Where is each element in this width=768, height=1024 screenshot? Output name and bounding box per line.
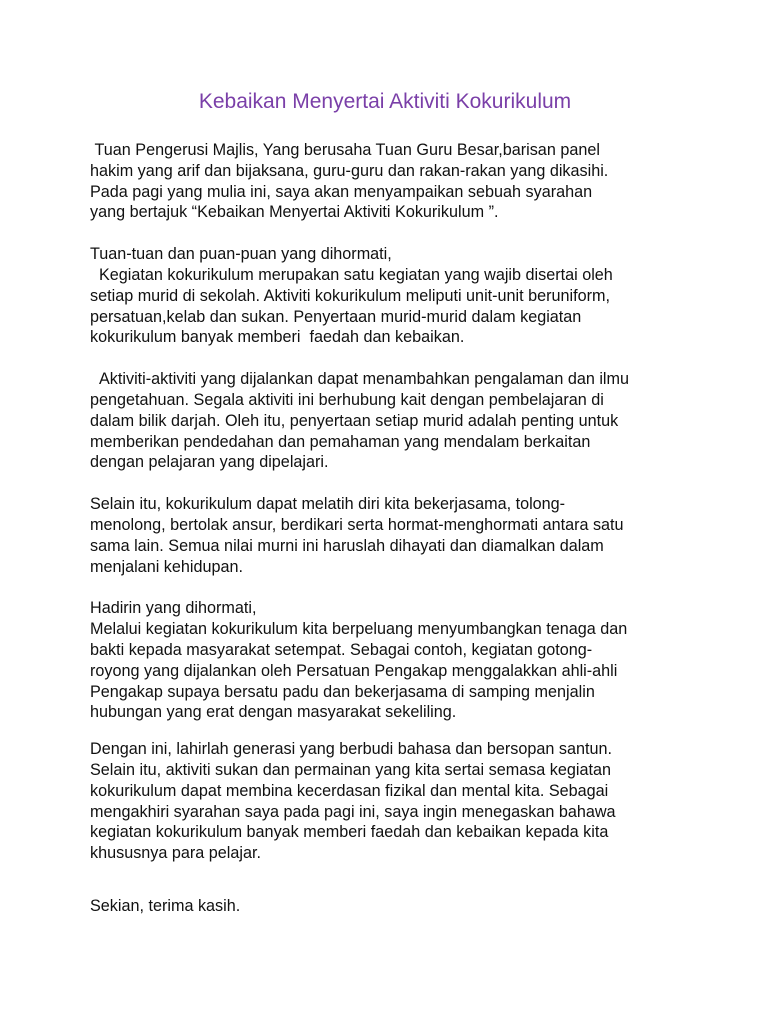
paragraph-gap bbox=[90, 223, 728, 244]
paragraph-gap bbox=[90, 577, 728, 598]
paragraph-opening: Tuan Pengerusi Majlis, Yang berusaha Tuan Guru Besar,barisan panel hakim yang arif dan bijaksana, guru-guru dan rakan-rakan yang dikasihi. Pada pagi yang mulia ini, saya akan menyampaikan sebuah syarahan yang bertajuk “Kebaikan Menyertai Aktiviti Kokurikulum ”. bbox=[90, 141, 609, 222]
document-title: Kebaikan Menyertai Aktiviti Kokurikulum bbox=[198, 90, 572, 113]
paragraph-experience: Aktiviti-aktiviti yang dijalankan dapat menambahkan pengalaman dan ilmu pengetahuan. Segala aktiviti ini berhubung kait dengan pembelajaran di dalam bilik darjah. Oleh itu, penyertaan setiap murid adalah penting untuk memberikan pendedahan dan pemahaman yang mendalam berkaitan dengan pelajaran yang dipelajari. bbox=[90, 370, 629, 472]
paragraph-gap bbox=[90, 723, 728, 739]
paragraph-introduction: Tuan-tuan dan puan-puan yang dihormati, Kegiatan kokurikulum merupakan satu kegiatan yang wajib disertai oleh setiap murid di sekolah. Aktiviti kokurikulum meliputi unit-unit beruniform, persatuan,kelab dan sukan. Penyertaan murid-murid dalam kegiatan kokurikulum banyak memberi faedah dan kebaikan. bbox=[90, 245, 613, 347]
paragraph-gap bbox=[90, 864, 728, 896]
paragraph-gap bbox=[90, 348, 728, 369]
paragraph-conclusion: Dengan ini, lahirlah generasi yang berbudi bahasa dan bersopan santun. Selain itu, aktiviti sukan dan permainan yang kita sertai semasa kegiatan kokurikulum dapat membina kecerdasan fizikal dan mental kita. Sebagai mengakhiri syarahan saya pada pagi ini, saya ingin menegaskan bahawa kegiatan kokurikulum banyak memberi faedah dan kebaikan kepada kita khususnya para pelajar. bbox=[90, 740, 616, 863]
paragraph-values: Selain itu, kokurikulum dapat melatih diri kita bekerjasama, tolong- menolong, bertolak ansur, berdikari serta hormat-menghormati antara satu sama lain. Semua nilai murni ini haruslah dihayati dan diamalkan dalam menjalani kehidupan. bbox=[90, 495, 624, 576]
paragraph-closing: Sekian, terima kasih. bbox=[90, 896, 241, 915]
paragraph-gap bbox=[90, 473, 728, 494]
paragraph-community: Hadirin yang dihormati, Melalui kegiatan kokurikulum kita berpeluang menyumbangkan tenaga dan bakti kepada masyarakat setempat. Sebagai contoh, kegiatan gotong- royong yang dijalankan oleh Persatuan Pengakap menggalakkan ahli-ahli Pengakap supaya bersatu padu dan bekerjasama di samping menjalin hubungan yang erat dengan masyarakat sekeliling. bbox=[90, 599, 628, 722]
